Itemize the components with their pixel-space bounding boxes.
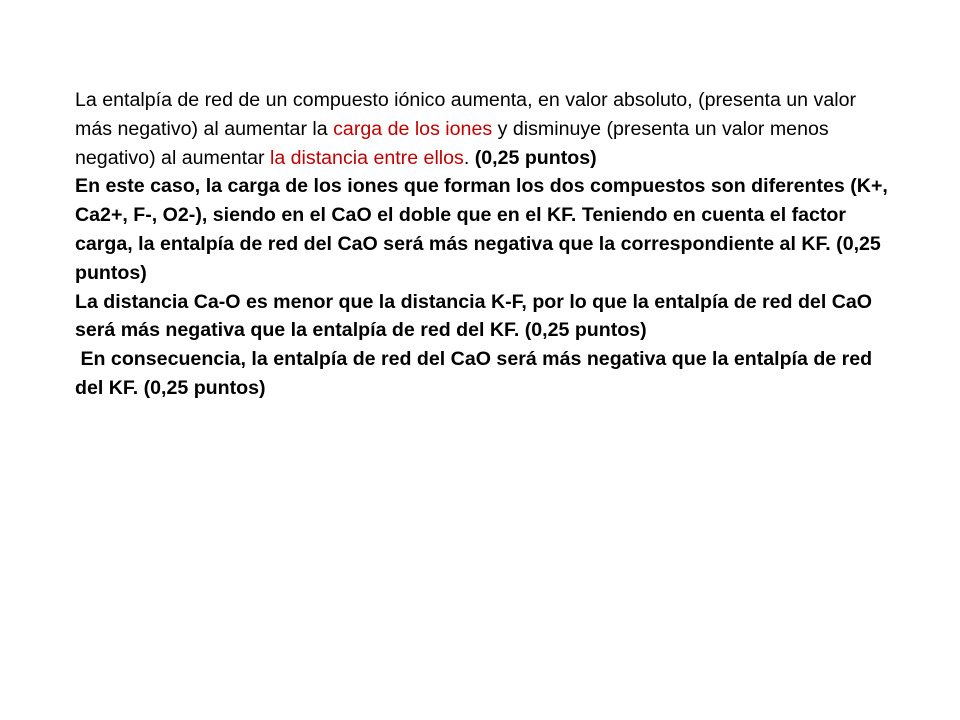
paragraph-conclusion: En consecuencia, la entalpía de red del CaO será más negativa que la entalpía de red del KF. (0,25 puntos): [75, 348, 878, 399]
paragraph-lattice-enthalpy-rule: [75, 86, 895, 172]
paragraph-charge-factor: En este caso, la carga de los iones que forman los dos compuestos son diferentes (K+, Ca2+, F-, O2-), siendo en el CaO el doble que en el KF. Teniendo en cuenta el factor carga, la entalpía de red del CaO será más negativa que la correspondiente al KF. (0,25 puntos): [75, 175, 888, 284]
rule-text-end: .: [463, 146, 475, 169]
rule-text-start: La entalpía de red de un compuesto iónico aumenta, en valor absoluto, (presenta un valor más negativo) al aumentar la: [75, 89, 856, 140]
paragraph-distance-factor: La distancia Ca-O es menor que la distancia K-F, por lo que la entalpía de red del CaO será más negativa que la entalpía de red del KF. (0,25 puntos): [75, 290, 873, 342]
highlight-ion-distance: la distancia entre ellos: [269, 146, 464, 169]
answer-text-block: [75, 86, 895, 403]
highlight-ion-charge: carga de los iones: [333, 117, 493, 140]
points-label: (0,25 puntos): [474, 146, 597, 169]
rule-text-middle: y disminuye (presenta un valor menos negativo) al aumentar: [75, 117, 829, 169]
